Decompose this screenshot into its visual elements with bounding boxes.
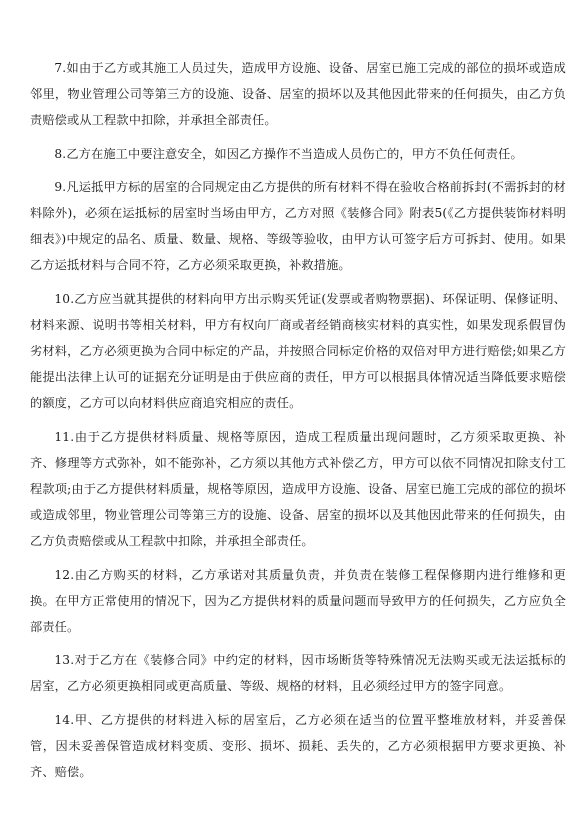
clause-8: 8.乙方在施工中要注意安全，如因乙方操作不当造成人员伤亡的，甲方不负任何责任。	[54, 146, 523, 161]
clause-10: 10.乙方应当就其提供的材料向甲方出示购买凭证(发票或者购物票据)、环保证明、保修证明、材料来源、说明书等相关材料，甲方有权向厂商或者经销商核实材料的真实性，如果发现系假冒伪劣材料，乙方必须更换为合同中标定的产品，并按照合同标定价格的双倍对甲方进行赔偿;如果乙方能提出法律上认可的证据充分证明是由于供应商的责任，甲方可以根据具体情况适当降低要求赔偿的额度，乙方可以向材料供应商追究相应的责任。	[30, 291, 566, 411]
clause-9: 9.凡运抵甲方标的居室的合同规定由乙方提供的所有材料不得在验收合格前拆封(不需拆封的材料除外)，必须在运抵标的居室时当场由甲方，乙方对照《装修合同》附表5(《乙方提供装饰材料明细表》)中规定的品名、质量、数量、规格、等级等验收，由甲方认可签字后方可拆封、使用。如果乙方运抵材料与合同不符，乙方必须采取更换，补救措施。	[30, 179, 566, 273]
clause-11: 11.由于乙方提供材料质量、规格等原因，造成工程质量出现问题时，乙方须采取更换、补齐、修理等方式弥补，如不能弥补，乙方须以其他方式补偿乙方，甲方可以依不同情况扣除支付工程款项;由于乙方提供材料质量，规格等原因，造成甲方设施、设备、居室已施工完成的部位的损坏或造成邻里，物业管理公司等第三方的设施、设备、居室的损坏以及其他因此带来的任何损失，由乙方负责赔偿或从工程款中扣除，并承担全部责任。	[30, 429, 566, 549]
clause-14: 14.甲、乙方提供的材料进入标的居室后，乙方必须在适当的位置平整堆放材料，并妥善保管，因未妥善保管造成材料变质、变形、损坏、损耗、丢失的，乙方必须根据甲方要求更换、补齐、赔偿。	[30, 712, 566, 780]
clause-13: 13.对于乙方在《装修合同》中约定的材料，因市场断货等特殊情况无法购买或无法运抵标的居室，乙方必须更换相同或更高质量、等级、规格的材料，且必须经过甲方的签字同意。	[30, 653, 566, 694]
clause-7: 7.如由于乙方或其施工人员过失，造成甲方设施、设备、居室已施工完成的部位的损坏或造成邻里，物业管理公司等第三方的设施、设备、居室的损坏以及其他因此带来的任何损失，由乙方负责赔偿或从工程款中扣除，并承担全部责任。	[30, 61, 566, 128]
clause-12: 12.由乙方购买的材料，乙方承诺对其质量负责，并负责在装修工程保修期内进行维修和更换。在甲方正常使用的情况下，因为乙方提供材料的质量问题而导致甲方的任何损失，乙方应负全部责任。	[30, 567, 566, 635]
